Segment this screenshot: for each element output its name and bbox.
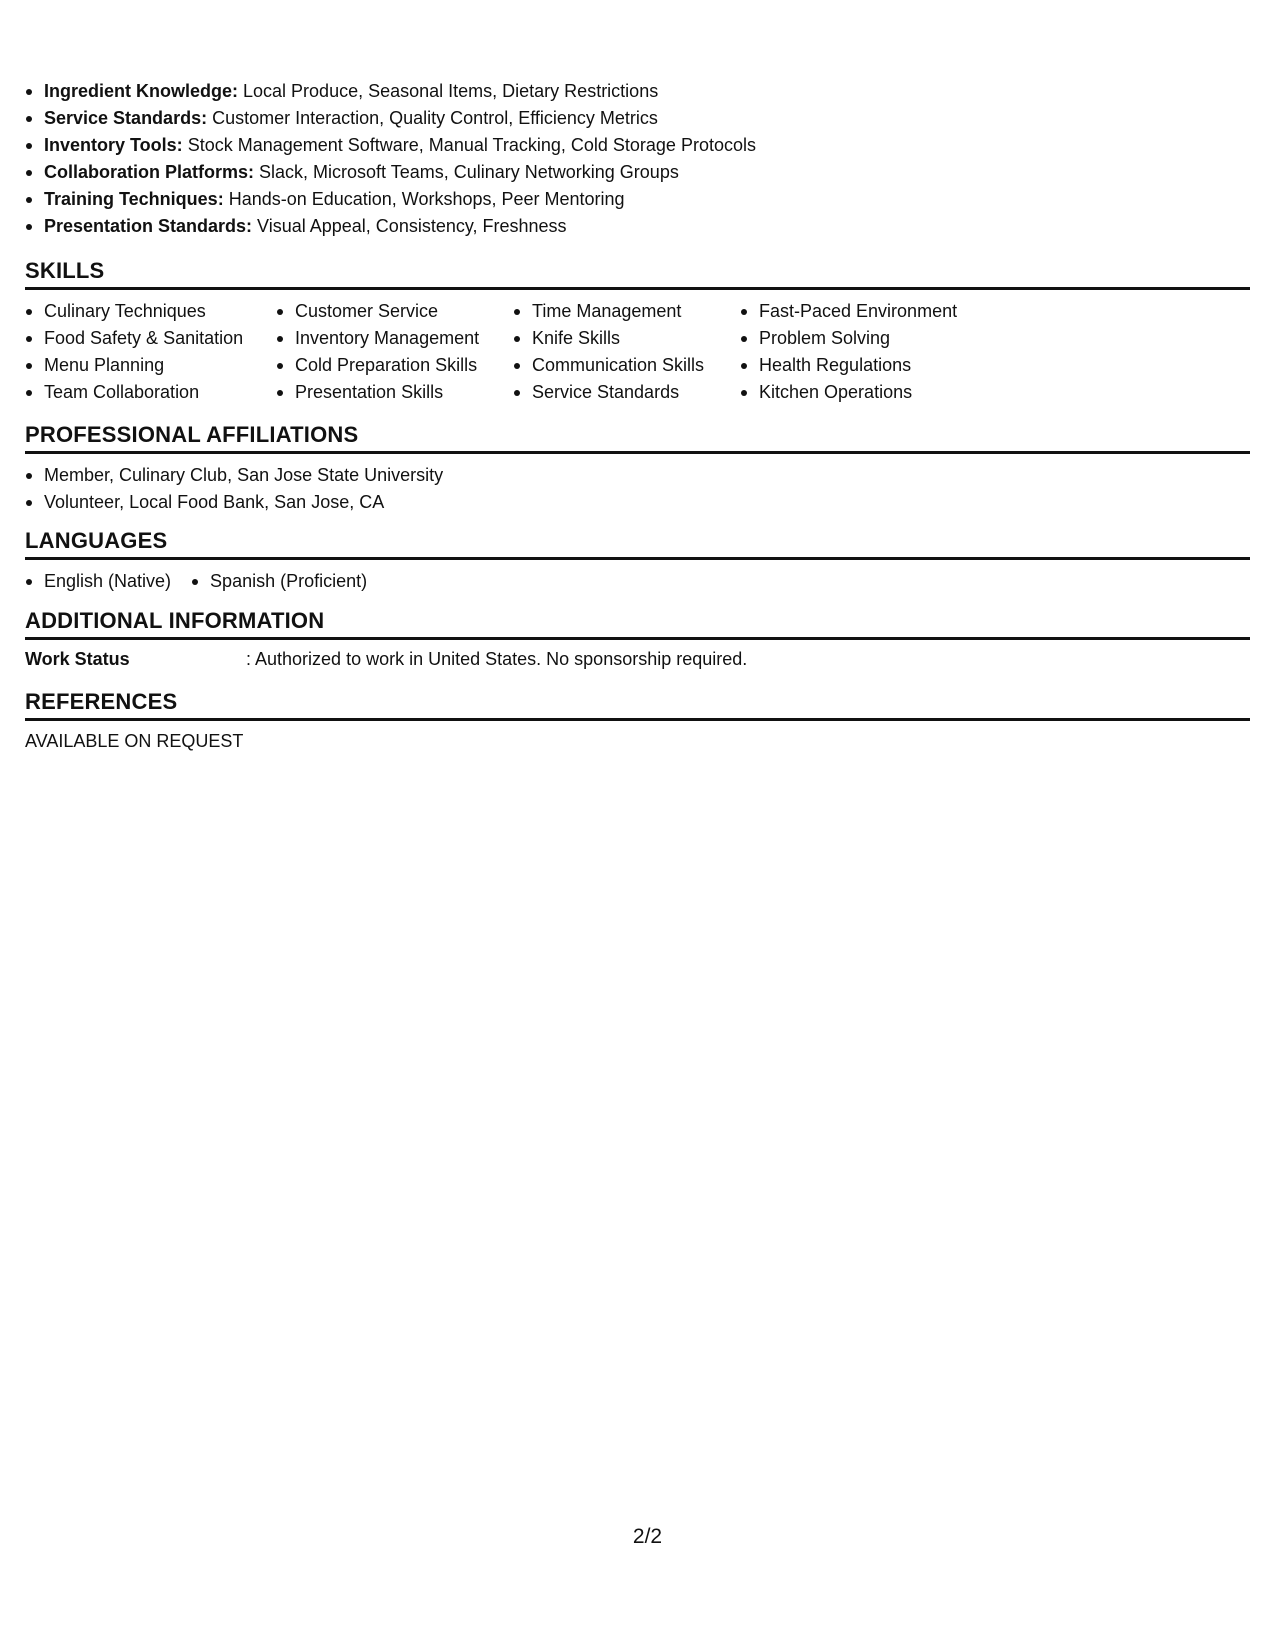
list-item: [25, 105, 756, 132]
section-divider: [25, 718, 1250, 721]
technical-skills-list: [25, 78, 756, 240]
skill-item: Food Safety & Sanitation: [25, 325, 257, 352]
skills-heading: SKILLS: [25, 258, 105, 283]
languages-list: [25, 568, 387, 595]
skills-column: [276, 298, 494, 406]
skills-grid: [25, 298, 999, 406]
work-status-value: : Authorized to work in United States. No sponsorship required.: [246, 649, 748, 669]
section-divider: [25, 557, 1250, 560]
item-value: Customer Interaction, Quality Control, Efficiency Metrics: [207, 108, 658, 128]
skill-item: Customer Service: [276, 298, 494, 325]
skill-item: Cold Preparation Skills: [276, 352, 494, 379]
item-label: Ingredient Knowledge:: [44, 81, 239, 101]
item-label: Inventory Tools:: [44, 135, 183, 155]
section-divider: [25, 637, 1250, 640]
list-item: [25, 159, 756, 186]
skill-item: Menu Planning: [25, 352, 257, 379]
affiliations-heading: PROFESSIONAL AFFILIATIONS: [25, 422, 359, 447]
skill-item: Kitchen Operations: [740, 379, 980, 406]
section-divider: [25, 451, 1250, 454]
affiliation-item: Member, Culinary Club, San Jose State University: [25, 462, 443, 489]
skill-item: Fast-Paced Environment: [740, 298, 980, 325]
languages-heading: LANGUAGES: [25, 528, 168, 553]
skill-item: Communication Skills: [513, 352, 721, 379]
list-item: [25, 213, 756, 240]
skill-item: Knife Skills: [513, 325, 721, 352]
section-divider: [25, 287, 1250, 290]
skills-column: [25, 298, 257, 406]
page-number: 2/2: [632, 1525, 663, 1548]
additional-info-heading: ADDITIONAL INFORMATION: [25, 608, 325, 633]
skills-column: [740, 298, 980, 406]
work-status-row: [25, 646, 747, 673]
item-value: Hands-on Education, Workshops, Peer Mentoring: [223, 189, 625, 209]
skill-item: Problem Solving: [740, 325, 980, 352]
affiliation-item: Volunteer, Local Food Bank, San Jose, CA: [25, 489, 443, 516]
skill-item: Time Management: [513, 298, 721, 325]
skill-item: Service Standards: [513, 379, 721, 406]
item-value: Stock Management Software, Manual Tracking, Cold Storage Protocols: [182, 135, 756, 155]
language-item: English (Native): [25, 568, 171, 595]
references-text: AVAILABLE ON REQUEST: [25, 731, 244, 751]
skill-item: Health Regulations: [740, 352, 980, 379]
item-value: Visual Appeal, Consistency, Freshness: [252, 216, 567, 236]
list-item: [25, 132, 756, 159]
item-value: Local Produce, Seasonal Items, Dietary Restrictions: [238, 81, 659, 101]
skill-item: Inventory Management: [276, 325, 494, 352]
work-status-label: Work Status: [25, 649, 130, 669]
item-label: Presentation Standards:: [44, 216, 253, 236]
skills-column: [513, 298, 721, 406]
language-item: Spanish (Proficient): [191, 568, 367, 595]
item-label: Service Standards:: [44, 108, 208, 128]
list-item: [25, 186, 756, 213]
skill-item: Team Collaboration: [25, 379, 257, 406]
resume-page: [25, 0, 1250, 1650]
skill-item: Presentation Skills: [276, 379, 494, 406]
list-item: [25, 78, 756, 105]
affiliations-list: [25, 462, 443, 516]
references-heading: REFERENCES: [25, 689, 178, 714]
item-label: Training Techniques:: [44, 189, 224, 209]
item-label: Collaboration Platforms:: [44, 162, 255, 182]
item-value: Slack, Microsoft Teams, Culinary Networking Groups: [254, 162, 679, 182]
skill-item: Culinary Techniques: [25, 298, 257, 325]
